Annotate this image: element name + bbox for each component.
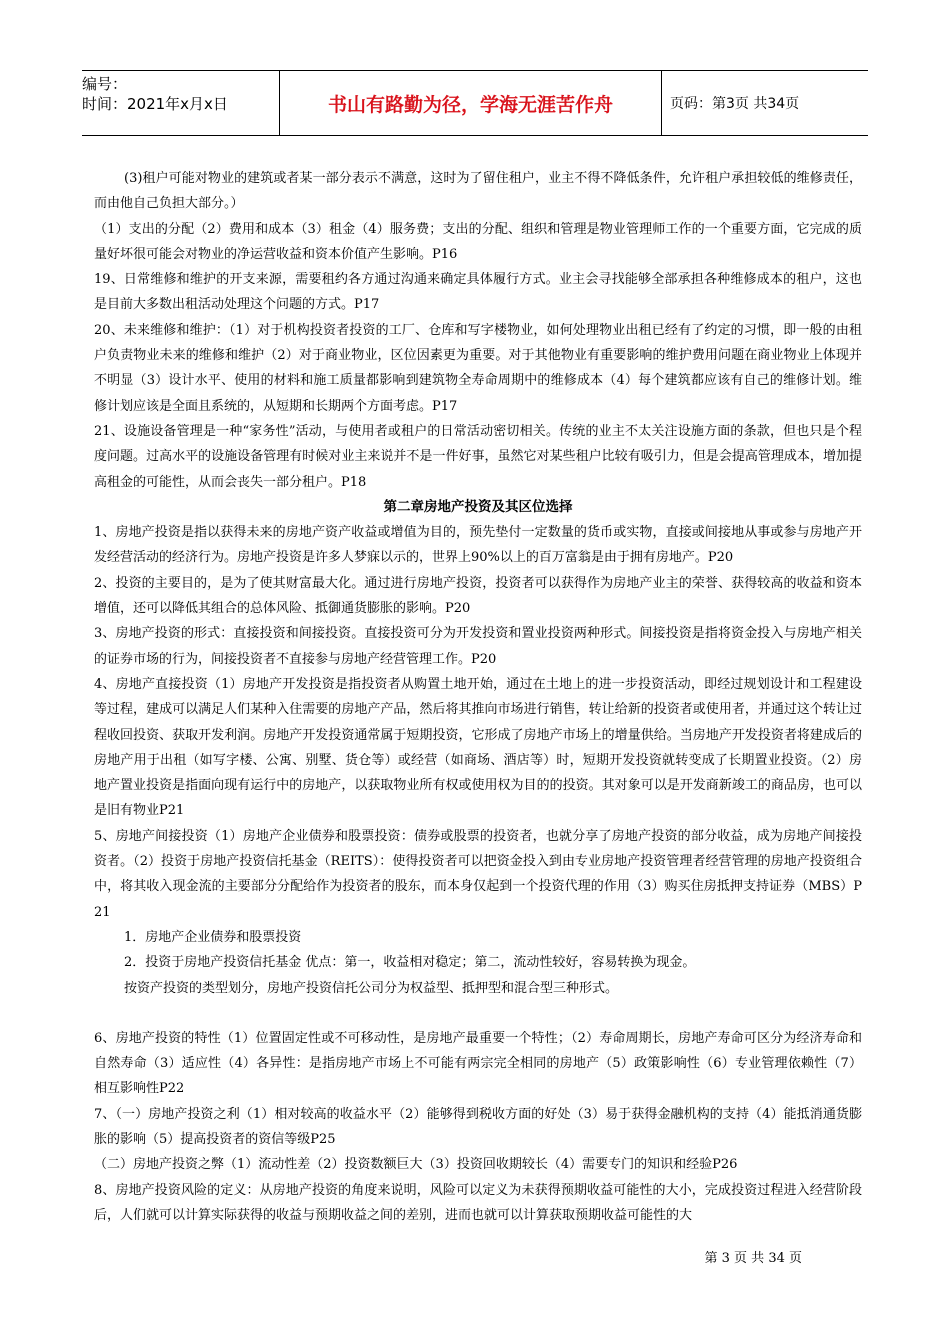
page-header bbox=[82, 70, 868, 136]
paragraph: 5、房地产间接投资（1）房地产企业债券和股票投资：债券或股票的投资者，也就分享了房地产投资的部分收益，成为房地产间接投资者。（2）投资于房地产投资信托基金（REITS）：使得投资者可以把资金投入到由专业房地产投资管理者经营管理的房地产投资组合中，将其收入现金流的主要部分分配给作为投资者的股东，而本身仅起到一个投资代理的作用（3）购买住房抵押支持证券（MBS）P21 bbox=[94, 828, 862, 920]
page-footer: 第 3 页 共 34 页 bbox=[704, 1251, 802, 1266]
paragraph: 19、日常维修和维护的开支来源，需要租约各方通过沟通来确定具体履行方式。业主会寻找能够全部承担各种维修成本的租户，这也是目前大多数出租活动处理这个问题的方式。P17 bbox=[94, 272, 862, 313]
paragraph: 按资产投资的类型划分，房地产投资信托公司分为权益型、抵押型和混合型三种形式。 bbox=[124, 980, 619, 996]
document-body bbox=[94, 166, 862, 1228]
chapter-title: 第二章房地产投资及其区位选择 bbox=[383, 498, 573, 515]
paragraph: 8、房地产投资风险的定义：从房地产投资的角度来说明，风险可以定义为未获得预期收益可能性的大小，完成投资过程进入经营阶段后，人们就可以计算实际获得的收益与预期收益之间的差别，进而也就可以计算获取预期收益可能性的大 bbox=[94, 1182, 862, 1223]
paragraph: 1、房地产投资是指以获得未来的房地产资产收益或增值为目的，预先垫付一定数量的货币或实物，直接或间接地从事或参与房地产开发经营活动的经济行为。房地产投资是许多人梦寐以示的，世界上90%以上的百万富翁是由于拥有房地产。P20 bbox=[94, 525, 862, 566]
paragraph: 3、房地产投资的形式：直接投资和间接投资。直接投资可分为开发投资和置业投资两种形式。间接投资是指将资金投入与房地产相关的证券市场的行为，间接投资者不直接参与房地产经营管理工作。P20 bbox=[94, 626, 862, 667]
document-number: 编号： bbox=[82, 75, 128, 93]
paragraph: 4、房地产直接投资（1）房地产开发投资是指投资者从购置土地开始，通过在土地上的进一步投资活动，即经过规划设计和工程建设等过程，建成可以满足人们某种入住需要的房地产产品，然后将其推向市场进行销售，转让给新的投资者或使用者，并通过这个转让过程收回投资、获取开发利润。房地产开发投资通常属于短期投资，它形成了房地产市场上的增量供给。当房地产开发投资者将建成后的房地产用于出租（如写字楼、公寓、别墅、货仓等）或经营（如商场、酒店等）时，短期开发投资就转变成了长期置业投资。（2）房地产置业投资是指面向现有运行中的房地产，以获取物业所有权或使用权为目的的投资。其对象可以是开发商新竣工的商品房，也可以是旧有物业P21 bbox=[94, 676, 862, 819]
paragraph: 21、设施设备管理是一种“家务性”活动，与使用者或租户的日常活动密切相关。传统的业主不太关注设施方面的条款，但也只是个程度问题。过高水平的设施设备管理有时候对业主来说并不是一件好事，虽然它对某些租户比较有吸引力，但是会提高管理成本，增加提高租金的可能性，从而会丧失一部分租户。P18 bbox=[94, 423, 862, 490]
spacer bbox=[94, 1001, 862, 1026]
header-page-number: 页码：第3页 共34页 bbox=[670, 96, 800, 112]
list-item: 2．投资于房地产投资信托基金 优点：第一，收益相对稳定；第二，流动性较好，容易转换为现金。 bbox=[124, 955, 696, 971]
paragraph: 2、投资的主要目的，是为了使其财富最大化。通过进行房地产投资，投资者可以获得作为房地产业主的荣誉、获得较高的收益和资本增值，还可以降低其组合的总体风险、抵御通货膨胀的影响。P20 bbox=[94, 575, 862, 617]
header-meta bbox=[82, 71, 280, 135]
document-date: 时间：2021年x月x日 bbox=[82, 95, 228, 113]
list-item: 1．房地产企业债券和股票投资 bbox=[124, 929, 302, 945]
paragraph: 7、（一）房地产投资之利（1）相对较高的收益水平（2）能够得到税收方面的好处（3）易于获得金融机构的支持（4）能抵消通货膨胀的影响（5）提高投资者的资信等级P25 bbox=[94, 1106, 862, 1147]
paragraph: (3)租户可能对物业的建筑或者某一部分表示不满意，这时为了留住租户，业主不得不降低条件，允许租户承担较低的维修责任，而由他自己负担大部分。） bbox=[94, 171, 862, 212]
header-motto: 书山有路勤为径，学海无涯苦作舟 bbox=[280, 71, 662, 135]
paragraph: （二）房地产投资之弊（1）流动性差（2）投资数额巨大（3）投资回收期较长（4）需要专门的知识和经验P26 bbox=[94, 1157, 738, 1173]
paragraph: 20、未来维修和维护：（1）对于机构投资者投资的工厂、仓库和写字楼物业，如何处理物业出租已经有了约定的习惯，即一般的由租户负责物业未来的维修和维护（2）对于商业物业，区位因素更为重要。对于其他物业有重要影响的维护费用问题在商业物业上体现并不明显（3）设计水平、使用的材料和施工质量都影响到建筑物全寿命周期中的维修成本（4）每个建筑都应该有自己的维修计划。维修计划应该是全面且系统的，从短期和长期两个方面考虑。P17 bbox=[94, 322, 862, 414]
paragraph: 6、房地产投资的特性（1）位置固定性或不可移动性，是房地产最重要一个特性；（2）寿命周期长，房地产寿命可区分为经济寿命和自然寿命（3）适应性（4）各异性：是指房地产市场上不可能有两宗完全相同的房地产（5）政策影响性（6）专业管理依赖性（7）相互影响性P22 bbox=[94, 1030, 862, 1097]
paragraph: （1）支出的分配（2）费用和成本（3）租金（4）服务费；支出的分配、组织和管理是物业管理师工作的一个重要方面，它完成的质量好坏很可能会对物业的净运营收益和资本价值产生影响。P16 bbox=[94, 221, 862, 262]
